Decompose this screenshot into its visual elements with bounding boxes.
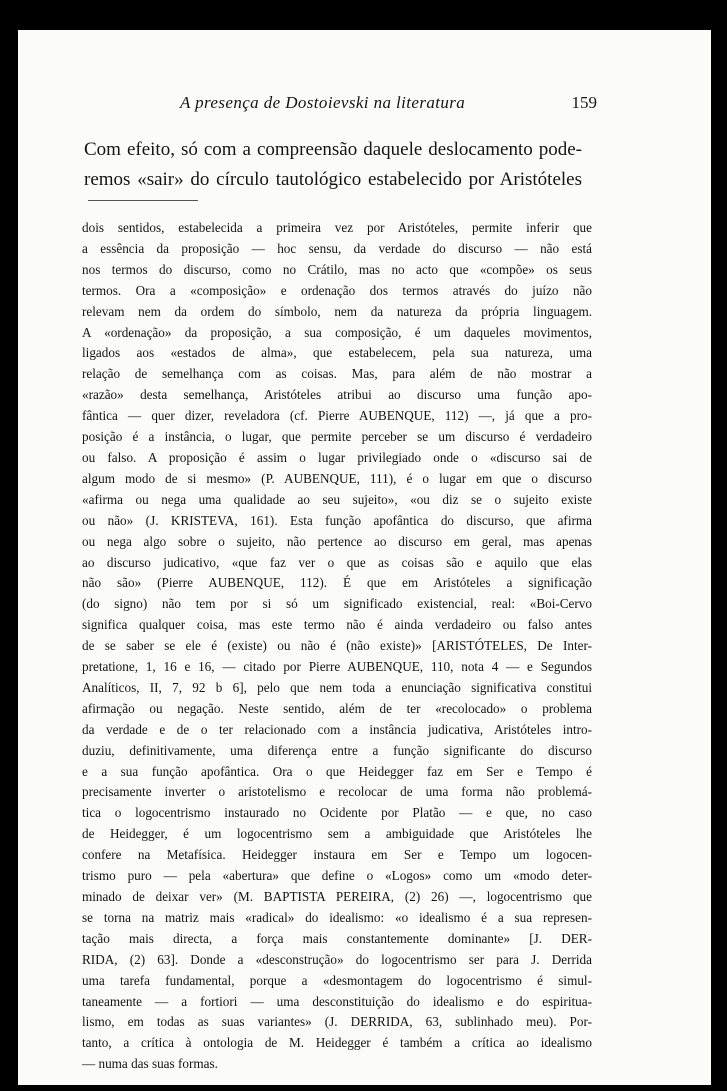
footnote-line: (do signo) não tem por si só um significado existencial, real: «Boi-Cervo xyxy=(82,596,592,612)
footnote-line: posição é a instância, o lugar, que permite perceber se um discurso é verdadeiro xyxy=(82,429,592,445)
footnote-line: fântica — quer dizer, reveladora (cf. Pierre AUBENQUE, 112) —, já que a pro- xyxy=(82,408,592,424)
footnote-line: dois sentidos, estabelecida a primeira vez por Aristóteles, permite inferir que xyxy=(82,220,592,235)
footnote-line: de Heidegger, é um logocentrismo sem a ambiguidade que Aristóteles lhe xyxy=(82,826,592,842)
footnote-line: lismo, em todas as suas variantes» (J. DERRIDA, 63, sublinhado meu). Por- xyxy=(82,1014,592,1030)
footnote-line: trismo puro — pela «abertura» que define o «Logos» como um «modo deter- xyxy=(82,868,592,884)
lead-line: remos «sair» do círculo tautológico estabelecido por Aristóteles xyxy=(84,169,582,190)
footnote-line: ligados aos «estados de alma», que estabelecem, pela sua natureza, uma xyxy=(82,345,592,361)
footnote-line: ou não» (J. KRISTEVA, 161). Esta função apofântica do discurso, que afirma xyxy=(82,512,592,528)
footnote-line: afirmação ou negação. Neste sentido, além de ter «recolocado» o problema xyxy=(82,700,592,716)
footnote-line: «razão» desta semelhança, Aristóteles atribui ao discurso uma função apo- xyxy=(82,387,592,403)
footnote-line: termos. Ora a «composição» e ordenação dos termos através do juízo não xyxy=(82,282,592,298)
footnote-line: ao discurso judicativo, «que faz ver o que as coisas são e aquilo que elas xyxy=(82,554,592,570)
footnote-line: tica o logocentrismo instaurado no Ocidente por Platão — e que, no caso xyxy=(82,805,592,821)
footnote-line: tanto, a crítica à ontologia de M. Heidegger é também a crítica ao idealismo xyxy=(82,1035,592,1051)
footnote-line: Analíticos, II, 7, 92 b 6], pelo que nem toda a enunciação significativa constitui xyxy=(82,679,592,695)
footnote-line: ou falso. A proposição é assim o lugar privilegiado onde o «discurso sai de xyxy=(82,449,592,465)
footnote-line: minado de deixar ver» (M. BAPTISTA PEREIRA, (2) 26) —, logocentrismo que xyxy=(82,889,592,904)
footnote-line: precisamente inverter o aristotelismo e recolocar de uma forma não problemá- xyxy=(82,784,592,800)
footnote-line: duziu, definitivamente, uma diferença entre a função significante do discurso xyxy=(82,742,592,758)
footnote-line: da verdade e de o ter relacionado com a instância judicativa, Aristóteles intro- xyxy=(82,721,592,737)
page-header xyxy=(18,93,711,117)
footnote-line: tação mais directa, a força mais constantemente dominante» [J. DER- xyxy=(82,930,592,946)
footnote-line: confere na Metafísica. Heidegger instaura em Ser e Tempo um logocen- xyxy=(82,847,592,863)
footnote-line: taneamente — a fortiori — uma desconstituição do idealismo e do espiritua- xyxy=(82,993,592,1009)
running-title: A presença de Dostoievski na literatura xyxy=(180,93,466,112)
footnote-line: pretatione, 1, 16 e 16, — citado por Pierre AUBENQUE, 110, nota 4 — e Segundos xyxy=(82,659,592,675)
footnote-line: relação de semelhança com as coisas. Mas, para além de não mostrar a xyxy=(82,366,592,382)
footnote-line: RIDA, (2) 63]. Donde a «desconstrução» do logocentrismo ser para J. Derrida xyxy=(82,951,592,967)
footnote-line: A «ordenação» da proposição, a sua composição, é um daqueles movimentos, xyxy=(82,324,592,340)
footnote-line: de se saber se ele é (existe) ou não é (não existe)» [ARISTÓTELES, De Inter- xyxy=(82,638,592,654)
footnote-line: algum modo de si mesmo» (P. AUBENQUE, 111), é o lugar em que o discurso xyxy=(82,470,592,486)
footnote-line: relevam nem da ordem do símbolo, nem da natureza da própria linguagem. xyxy=(82,303,592,319)
footnote-line: significa qualquer coisa, mas este termo não é ainda verdadeiro ou falso antes xyxy=(82,617,592,633)
footnote-line: se torna na matriz mais «radical» do idealismo: «o idealismo é a sua represen- xyxy=(82,909,592,925)
footnote-divider xyxy=(88,200,198,201)
book-page xyxy=(18,30,711,1085)
footnote-paragraph xyxy=(82,218,592,1075)
page-number: 159 xyxy=(571,93,597,112)
footnote-line: e a sua função apofântica. Ora o que Heidegger faz em Ser e Tempo é xyxy=(82,763,592,779)
footnote-line: nos termos do discurso, como no Crátilo, mas no acto que «compõe» os seus xyxy=(82,261,592,277)
lead-paragraph xyxy=(84,135,582,195)
footnote-line: «afirma ou nega uma qualidade ao seu sujeito», «ou diz se o sujeito existe xyxy=(82,491,592,507)
footnote-line: não são» (Pierre AUBENQUE, 112). É que em Aristóteles a significação xyxy=(82,575,592,591)
footnote-line: a essência da proposição — hoc sensu, da verdade do discurso — não está xyxy=(82,240,592,256)
footnote-line: ou nega algo sobre o sujeito, não pertence ao discurso em geral, mas apenas xyxy=(82,533,592,549)
lead-line: Com efeito, só com a compreensão daquele deslocamento pode- xyxy=(84,139,582,160)
footnote-line: — numa das suas formas. xyxy=(82,1056,218,1072)
footnote-line: uma tarefa fundamental, porque a «desmontagem do logocentrismo é simul- xyxy=(82,972,592,988)
